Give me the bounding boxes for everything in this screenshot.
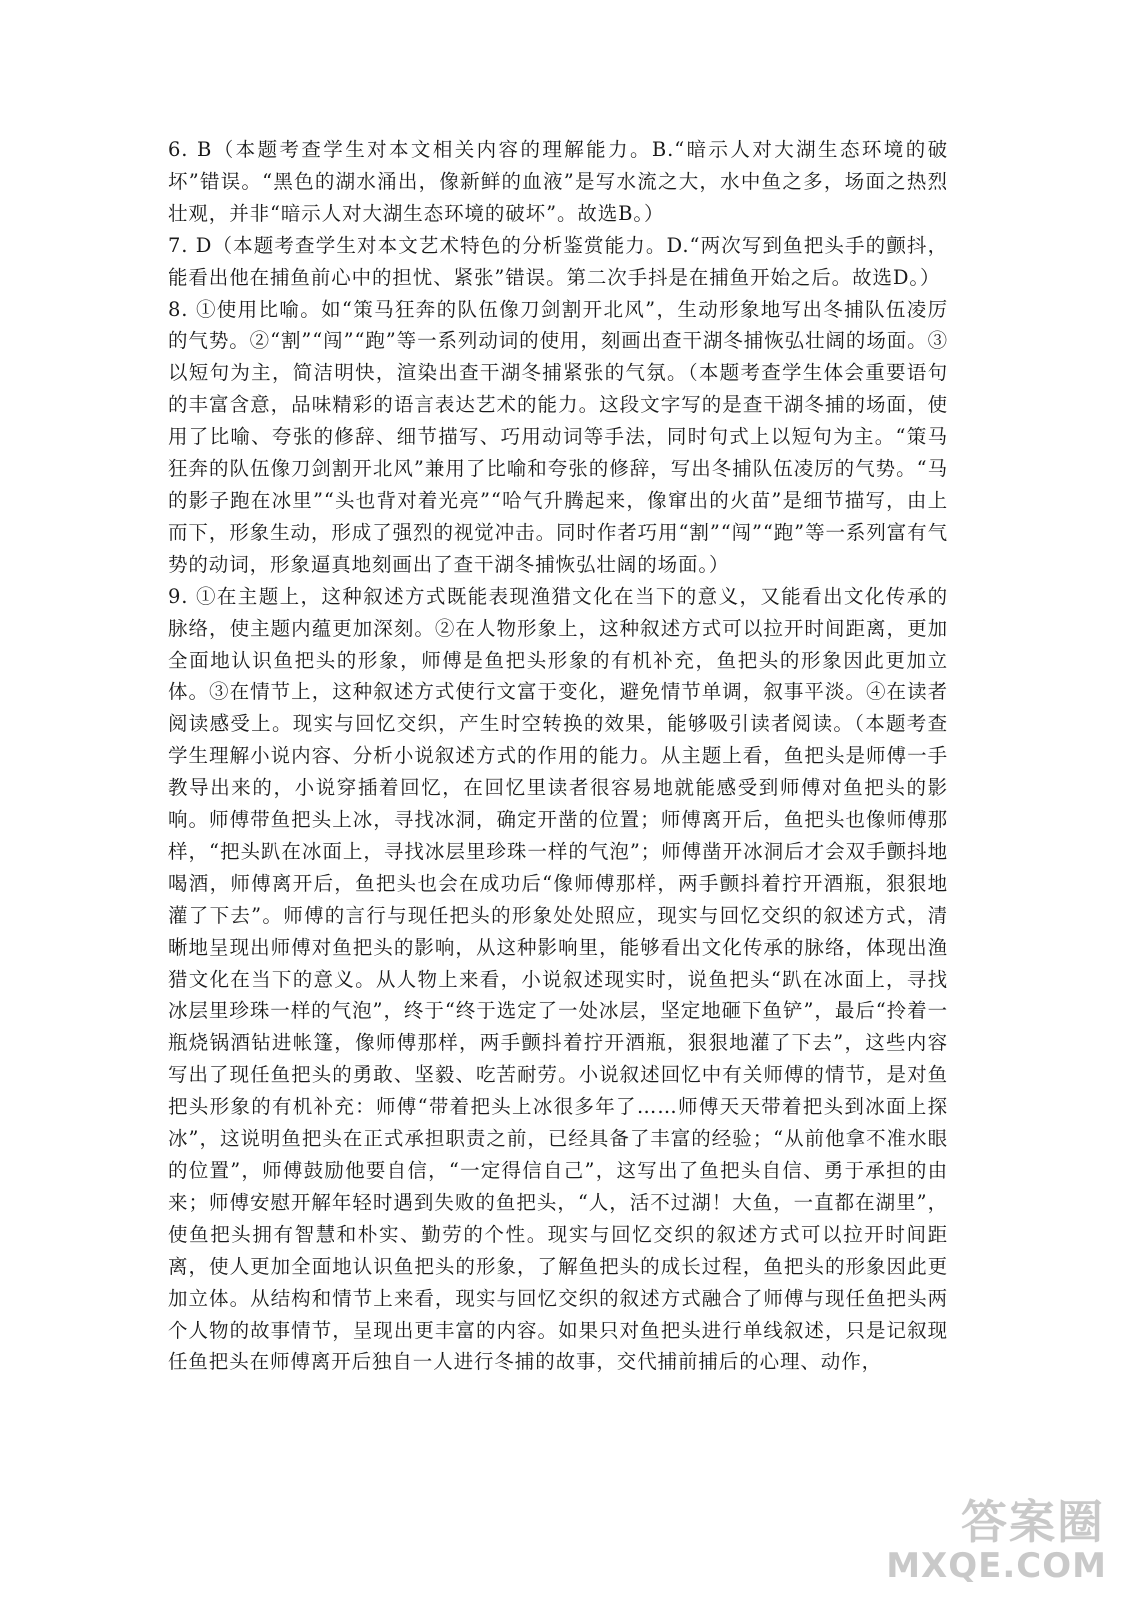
answer-q7: 7. D（本题考查学生对本文艺术特色的分析鉴赏能力。D.“两次写到鱼把头手的颤抖，能看出他在捕鱼前心中的担忧、紧张”错误。第二次手抖是在捕鱼开始之后。故选D。） [168,233,948,289]
watermark-logo [886,1486,1111,1586]
watermark-top-text: 答案圈 [961,1495,1105,1549]
answer-q9: 9. ①在主题上，这种叙述方式既能表现渔猎文化在当下的意义，又能看出文化传承的脉络，使主题内蕴更加深刻。②在人物形象上，这种叙述方式可以拉开时间距离，更加全面地认识鱼把头的形象，师傅是鱼把头形象的有机补充，鱼把头的形象因此更加立体。③在情节上，这种叙述方式使行文富于变化，避免情节单调，叙事平淡。④在读者阅读感受上。现实与回忆交织，产生时空转换的效果，能够吸引读者阅读。（本题考查学生理解小说内容、分析小说叙述方式的作用的能力。从主题上看，鱼把头是师傅一手教导出来的，小说穿插着回忆，在回忆里读者很容易地就能感受到师傅对鱼把头的影响。师傅带鱼把头上冰，寻找冰洞，确定开凿的位置；师傅离开后，鱼把头也像师傅那样，“把头趴在冰面上，寻找冰层里珍珠一样的气泡”；师傅凿开冰洞后才会双手颤抖地喝酒，师傅离开后，鱼把头也会在成功后“像师傅那样，两手颤抖着拧开酒瓶，狠狠地灌了下去”。师傅的言行与现任把头的形象处处照应，现实与回忆交织的叙述方式，清晰地呈现出师傅对鱼把头的影响，从这种影响里，能够看出文化传承的脉络，体现出渔猎文化在当下的意义。从人物上来看，小说叙述现实时，说鱼把头“趴在冰面上，寻找冰层里珍珠一样的气泡”，终于“终于选定了一处冰层，坚定地砸下鱼铲”，最后“拎着一瓶烧锅酒钻进帐篷，像师傅那样，两手颤抖着拧开酒瓶，狠狠地灌了下去”，这些内容写出了现任鱼把头的勇敢、坚毅、吃苦耐劳。小说叙述回忆中有关师傅的情节，是对鱼把头形象的有机补充：师傅“带着把头上冰很多年了……师傅天天带着把头到冰面上探冰”，这说明鱼把头在正式承担职责之前，已经具备了丰富的经验；“从前他拿不准水眼的位置”，师傅鼓励他要自信，“一定得信自己”，这写出了鱼把头自信、勇于承担的由来；师傅安慰开解年轻时遇到失败的鱼把头，“人，活不过湖！大鱼，一直都在湖里”，使鱼把头拥有智慧和朴实、勤劳的个性。现实与回忆交织的叙述方式可以拉开时间距离，使人更加全面地认识鱼把头的形象，了解鱼把头的成长过程，鱼把头的形象因此更加立体。从结构和情节上来看，现实与回忆交织的叙述方式融合了师傅与现任鱼把头两个人物的故事情节，呈现出更丰富的内容。如果只对鱼把头进行单线叙述，只是记叙现任鱼把头在师傅离开后独自一人进行冬捕的故事，交代捕前捕后的心理、动作， [168,584,948,1374]
watermark-bottom-text: MXQE.COM [886,1546,1107,1586]
answer-page [168,134,948,1378]
answer-q8: 8. ①使用比喻。如“策马狂奔的队伍像刀剑割开北风”，生动形象地写出冬捕队伍凌厉的气势。②“割”“闯”“跑”等一系列动词的使用，刻画出查干湖冬捕恢弘壮阔的场面。③以短句为主，简洁明快，渲染出查干湖冬捕紧张的气氛。（本题考查学生体会重要语句的丰富含意，品味精彩的语言表达艺术的能力。这段文字写的是查干湖冬捕的场面，使用了比喻、夸张的修辞、细节描写、巧用动词等手法，同时句式上以短句为主。“策马狂奔的队伍像刀剑割开北风”兼用了比喻和夸张的修辞，写出冬捕队伍凌厉的气势。“马的影子跑在冰里”“头也背对着光亮”“哈气升腾起来，像窜出的火苗”是细节描写，由上而下，形象生动，形成了强烈的视觉冲击。同时作者巧用“割”“闯”“跑”等一系列富有气势的动词，形象逼真地刻画出了查干湖冬捕恢弘壮阔的场面。） [168,297,948,576]
answer-q6: 6. B（本题考查学生对本文相关内容的理解能力。B.“暗示人对大湖生态环境的破坏”错误。“黑色的湖水涌出，像新鲜的血液”是写水流之大，水中鱼之多，场面之热烈壮观，并非“暗示人对大湖生态环境的破坏”。故选B。） [168,138,948,225]
